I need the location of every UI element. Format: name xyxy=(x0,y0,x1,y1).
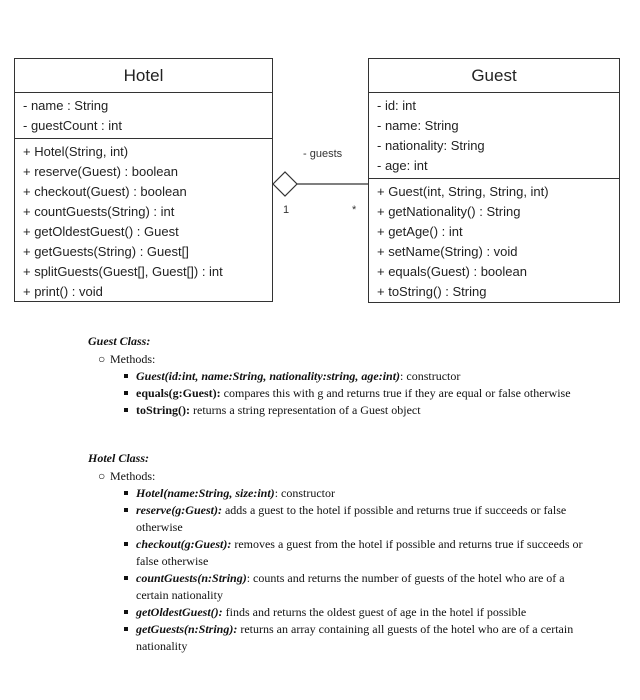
square-bullet-icon xyxy=(124,391,128,395)
guest-class-description xyxy=(88,334,598,419)
hotel-class-name: Hotel xyxy=(15,59,272,93)
method-signature: Guest(id:int, name:String, nationality:string, age:int) xyxy=(136,369,401,383)
method-signature: getGuests(n:String): xyxy=(136,622,238,636)
hotel-operation: + reserve(Guest) : boolean xyxy=(23,164,178,179)
method-text: finds and returns the oldest guest of age in the hotel if possible xyxy=(222,605,527,619)
circle-bullet-icon: ○ xyxy=(98,352,106,366)
method-signature: Hotel(name:String, size:int) xyxy=(136,486,275,500)
square-bullet-icon xyxy=(124,408,128,412)
guest-attribute: - nationality: String xyxy=(377,138,485,153)
hotel-section-heading: Hotel Class: xyxy=(88,451,150,465)
square-bullet-icon xyxy=(124,374,128,378)
guest-operation: + getAge() : int xyxy=(377,224,463,239)
aggregation-association xyxy=(0,0,640,320)
aggregation-diamond-icon xyxy=(273,172,297,196)
method-text: removes a guest from the hotel if possible and returns true if succeeds or false otherwise xyxy=(136,537,583,568)
method-signature: checkout(g:Guest): xyxy=(136,537,232,551)
method-signature: reserve(g:Guest): xyxy=(136,503,222,517)
square-bullet-icon xyxy=(124,576,128,580)
hotel-operation: + checkout(Guest) : boolean xyxy=(23,184,187,199)
guest-multiplicity: * xyxy=(352,204,357,216)
guest-methods-subheading: ○ Methods: xyxy=(98,352,156,366)
guest-operation: + setName(String) : void xyxy=(377,244,518,259)
hotel-operation: + getOldestGuest() : Guest xyxy=(23,224,179,239)
hotel-methods-subheading: ○ Methods: xyxy=(98,469,156,483)
guest-attribute: - age: int xyxy=(377,158,428,173)
hotel-class-description xyxy=(88,451,598,655)
method-text: : constructor xyxy=(400,369,461,383)
method-description xyxy=(124,368,598,385)
guest-method-list xyxy=(88,368,598,419)
hotel-operation: + splitGuests(Guest[], Guest[]) : int xyxy=(23,264,223,279)
method-signature: getOldestGuest(): xyxy=(136,605,223,619)
square-bullet-icon xyxy=(124,508,128,512)
hotel-attribute: - name : String xyxy=(23,98,109,113)
hotel-operation: + Hotel(String, int) xyxy=(23,144,129,159)
method-description xyxy=(124,385,598,402)
method-text: returns an array containing all guests of the hotel who are of a certain nationality xyxy=(136,622,574,653)
guest-operation: + getNationality() : String xyxy=(377,204,521,219)
method-signature: countGuests(n:String) xyxy=(136,571,247,585)
hotel-attribute: - guestCount : int xyxy=(23,118,122,133)
method-description xyxy=(124,621,598,655)
method-description xyxy=(124,536,598,570)
guest-operation: + Guest(int, String, String, int) xyxy=(377,184,549,199)
hotel-multiplicity: 1 xyxy=(283,204,290,216)
method-description xyxy=(124,604,598,621)
hotel-operation: + getGuests(String) : Guest[] xyxy=(23,244,189,259)
method-description xyxy=(124,570,598,604)
circle-bullet-icon: ○ xyxy=(98,469,106,483)
guest-operation: + toString() : String xyxy=(377,284,487,299)
method-text: compares this with g and returns true if they are equal or false otherwise xyxy=(220,386,571,400)
guest-operation: + equals(Guest) : boolean xyxy=(377,264,527,279)
method-text: : counts and returns the number of guests of the hotel who are of a certain nationality xyxy=(136,571,565,602)
method-signature: toString(): xyxy=(136,403,190,417)
hotel-operation: + print() : void xyxy=(23,284,103,299)
method-description xyxy=(124,502,598,536)
square-bullet-icon xyxy=(124,542,128,546)
guest-attribute: - id: int xyxy=(377,98,417,113)
method-text: returns a string representation of a Guest object xyxy=(190,403,421,417)
guest-class-name: Guest xyxy=(369,59,619,93)
method-text: adds a guest to the hotel if possible and returns true if succeeds or false otherwise xyxy=(136,503,567,534)
guest-section-heading: Guest Class: xyxy=(88,334,151,348)
hotel-method-list xyxy=(88,485,598,655)
square-bullet-icon xyxy=(124,627,128,631)
hotel-operation: + countGuests(String) : int xyxy=(23,204,175,219)
square-bullet-icon xyxy=(124,491,128,495)
guest-attribute: - name: String xyxy=(377,118,459,133)
method-text: : constructor xyxy=(274,486,336,500)
square-bullet-icon xyxy=(124,610,128,614)
method-signature: equals(g:Guest): xyxy=(136,386,221,400)
method-description xyxy=(124,485,598,502)
association-role-label: - guests xyxy=(303,148,343,160)
method-description xyxy=(124,402,598,419)
